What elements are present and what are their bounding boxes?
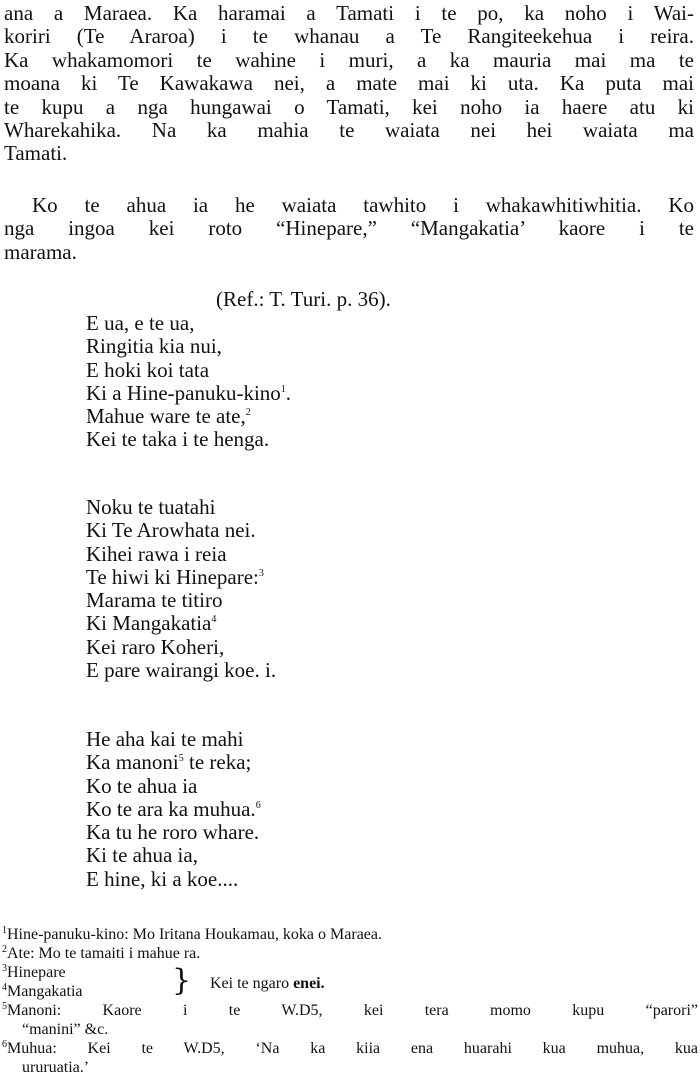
verse-line: Kei te taka i te henga. [86, 427, 270, 452]
text-line: Ko te ahua ia he waiata tawhito i whakawhitiwhitia. Ko [32, 193, 694, 217]
paragraph-intro [4, 2, 694, 166]
verse-line: Ki Te Arowhata nei. [86, 518, 256, 543]
verse-line: E pare wairangi koe. i. [86, 658, 277, 683]
verse-stanza-1 [86, 312, 291, 452]
footnote-3-4-text: Kei te ngaro enei. [210, 975, 325, 992]
text-line: koriri (Te Araroa) i te whanau a Te Rangiteekehua i reira. [4, 24, 694, 49]
footnote-3-4 [2, 963, 698, 1001]
verse-line: Noku te tuatahi [86, 495, 216, 519]
verse-stanza-2 [86, 496, 276, 682]
footnote-number: 2 [2, 944, 7, 955]
paragraph-note [4, 194, 694, 264]
verse-line: Mahue ware te ate,$^2$ [86, 404, 251, 429]
verse-line: Marama te titiro [86, 588, 223, 613]
footnote-6: $^6$Muhua: Kei te W.D5, ‘Na ka kiia ena huarahi kua muhua, kua ururuatia.’ [2, 1039, 698, 1076]
text-line: Wharekahika. Na ka mahia te waiata nei hei waiata ma [4, 118, 694, 143]
footnote-number: 1 [2, 925, 7, 936]
text-line: moana ki Te Kawakawa nei, a mate mai ki uta. Ka puta mai [4, 71, 694, 96]
verse-line: Ka tu he roro whare. [86, 820, 260, 845]
verse-line: Kei raro Koheri, [86, 634, 225, 659]
footnote-ref: 6 [255, 799, 261, 811]
reference-citation: (Ref.: T. Turi. p. 36). [216, 287, 391, 311]
footnote-ref: 2 [245, 407, 251, 419]
verse-line: E ua, e te ua, [86, 311, 195, 335]
footnote-ref: 1 [280, 383, 286, 395]
text-line: marama. [4, 239, 77, 264]
verse-line: Kihei rawa i reia [86, 541, 227, 566]
verse-line: Ki a Hine-panuku-kino$^1$. [86, 380, 292, 405]
text-line: te kupu a nga hungawai o Tamati, kei noho ia haere atu ki [4, 94, 694, 119]
footnote-ref: 4 [211, 614, 217, 626]
footnotes [2, 925, 698, 1077]
footnote-5: $^5$Manoni: Kaore i te W.D5, kei tera momo kupu “parori” “manini” &c. [2, 1001, 698, 1038]
text-line: Tamati. [4, 141, 68, 166]
verse-line: E hine, ki a koe.... [86, 866, 239, 891]
verse-stanza-3 [86, 728, 261, 891]
verse-line: Ko te ahua ia [86, 773, 198, 798]
verse-line: Ko te ara ka muhua.$^6$ [86, 796, 261, 821]
verse-line: Te hiwi ki Hinepare:$^3$ [86, 564, 264, 589]
footnote-1: $^1$Hine-panuku-kino: Mo Iritana Houkamau, koka o Maraea. [2, 925, 382, 943]
verse-line: He aha kai te mahi [86, 727, 244, 751]
brace-symbol: } [172, 963, 192, 998]
text-line: nga ingoa kei roto “Hinepare,” “Mangakatia’ kaore i te [4, 216, 694, 241]
verse-line: E hoki koi tata [86, 357, 210, 382]
footnote-4: $^4$Mangakatia [2, 982, 83, 1000]
verse-line: Ka manoni$^5$ te reka; [86, 750, 252, 775]
text-line: ana a Maraea. Ka haramai a Tamati i te po, ka noho i Wai- [4, 1, 694, 25]
footnote-3: $^3$Hinepare [2, 963, 66, 981]
verse-line: Ki Mangakatia$^4$ [86, 611, 217, 636]
footnote-ref: 3 [258, 567, 264, 579]
footnote-ref: 5 [178, 753, 184, 765]
verse-line: Ki te ahua ia, [86, 843, 198, 868]
verse-line: Ringitia kia nui, [86, 334, 222, 359]
footnote-2: $^2$Ate: Mo te tamaiti i mahue ra. [2, 944, 201, 962]
text-line: Ka whakamomori te wahine i muri, a ka mauria mai ma te [4, 47, 694, 72]
